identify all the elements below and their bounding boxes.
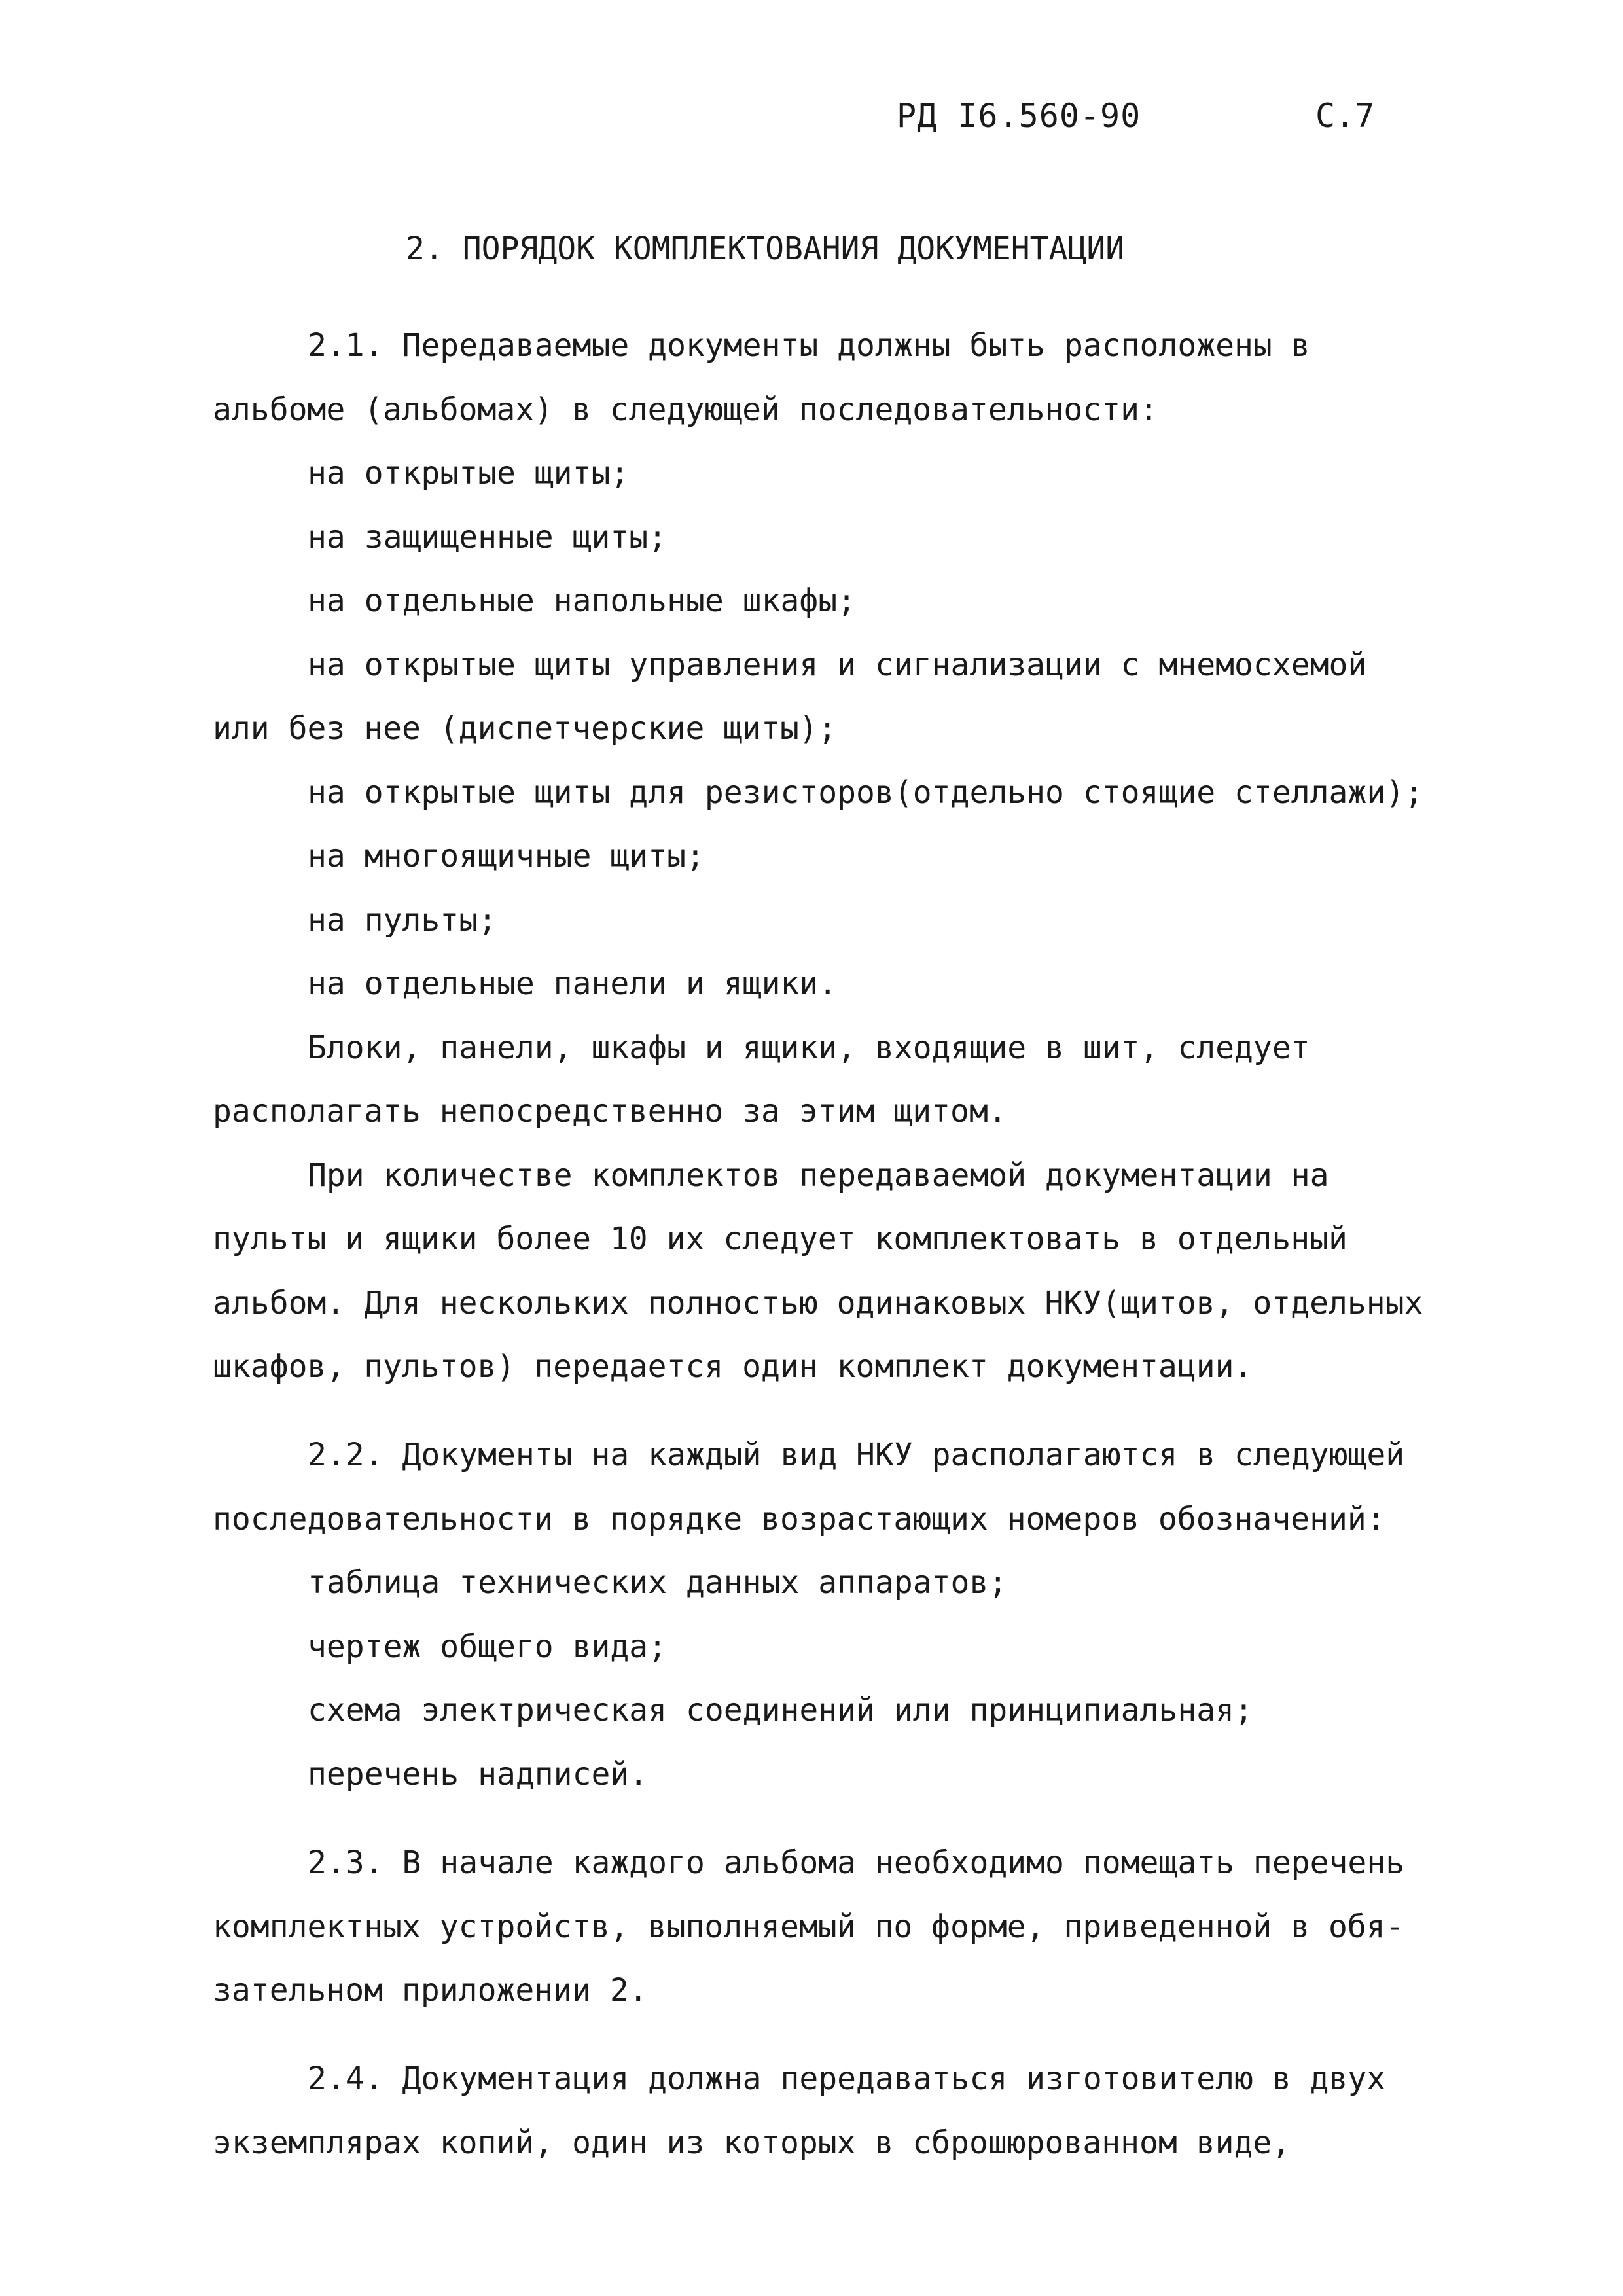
paragraph-line: комплектных устройств, выполняемый по форме, приведенной в обя- xyxy=(213,1909,1404,1945)
list-item: перечень надписей. xyxy=(308,1756,649,1793)
list-item: на открытые щиты для резисторов(отдельно стоящие стеллажи); xyxy=(308,774,1424,811)
paragraph-line: альбом. Для нескольких полностью одинаковых НКУ(щитов, отдельных xyxy=(213,1285,1423,1321)
paragraph-line: 2.1. Передаваемые документы должны быть расположены в xyxy=(308,327,1310,364)
paragraph-line: альбоме (альбомах) в следующей последовательности: xyxy=(213,391,1158,428)
list-item: на открытые щиты; xyxy=(308,455,630,492)
paragraph-line: зательном приложении 2. xyxy=(213,1972,648,2009)
list-item: на многоящичные щиты; xyxy=(308,838,705,874)
section-title: 2. ПОРЯДОК КОМПЛЕКТОВАНИЯ ДОКУМЕНТАЦИИ xyxy=(406,230,1125,267)
paragraph-line: 2.3. В начале каждого альбома необходимо помещать перечень xyxy=(308,1844,1405,1881)
list-item: или без нее (диспетчерские щиты); xyxy=(213,710,837,747)
document-code: РД I6.560-90 xyxy=(897,97,1141,135)
list-item: на защищенные щиты; xyxy=(308,519,668,556)
paragraph-line: экземплярах копий, один из которых в сброшюрованном виде, xyxy=(213,2125,1291,2161)
paragraph-line: пульты и ящики более 10 их следует комплектовать в отдельный xyxy=(213,1221,1347,1257)
list-item: на отдельные панели и ящики. xyxy=(308,965,838,1002)
paragraph-line: располагать непосредственно за этим щитом. xyxy=(213,1093,1007,1130)
paragraph-line: 2.2. Документы на каждый вид НКУ располагаются в следующей xyxy=(308,1437,1405,1473)
paragraph-line: При количестве комплектов передаваемой документации на xyxy=(308,1157,1329,1194)
list-item: чертеж общего вида; xyxy=(308,1628,668,1665)
list-item: схема электрическая соединений или принципиальная; xyxy=(308,1692,1253,1729)
paragraph-line: шкафов, пультов) передается один комплект документации. xyxy=(213,1348,1253,1385)
paragraph-line: 2.4. Документация должна передаваться изготовителю в двух xyxy=(308,2060,1386,2097)
list-item: на открытые щиты управления и сигнализации с мнемосхемой xyxy=(308,647,1367,683)
list-item: на пульты; xyxy=(308,902,497,939)
page-number: С.7 xyxy=(1315,97,1375,135)
paragraph-line: последовательности в порядке возрастающих номеров обозначений: xyxy=(213,1501,1385,1537)
list-item: таблица технических данных аппаратов; xyxy=(308,1564,1008,1601)
paragraph-line: Блоки, панели, шкафы и ящики, входящие в шит, следует xyxy=(308,1030,1310,1066)
list-item: на отдельные напольные шкафы; xyxy=(308,583,857,619)
